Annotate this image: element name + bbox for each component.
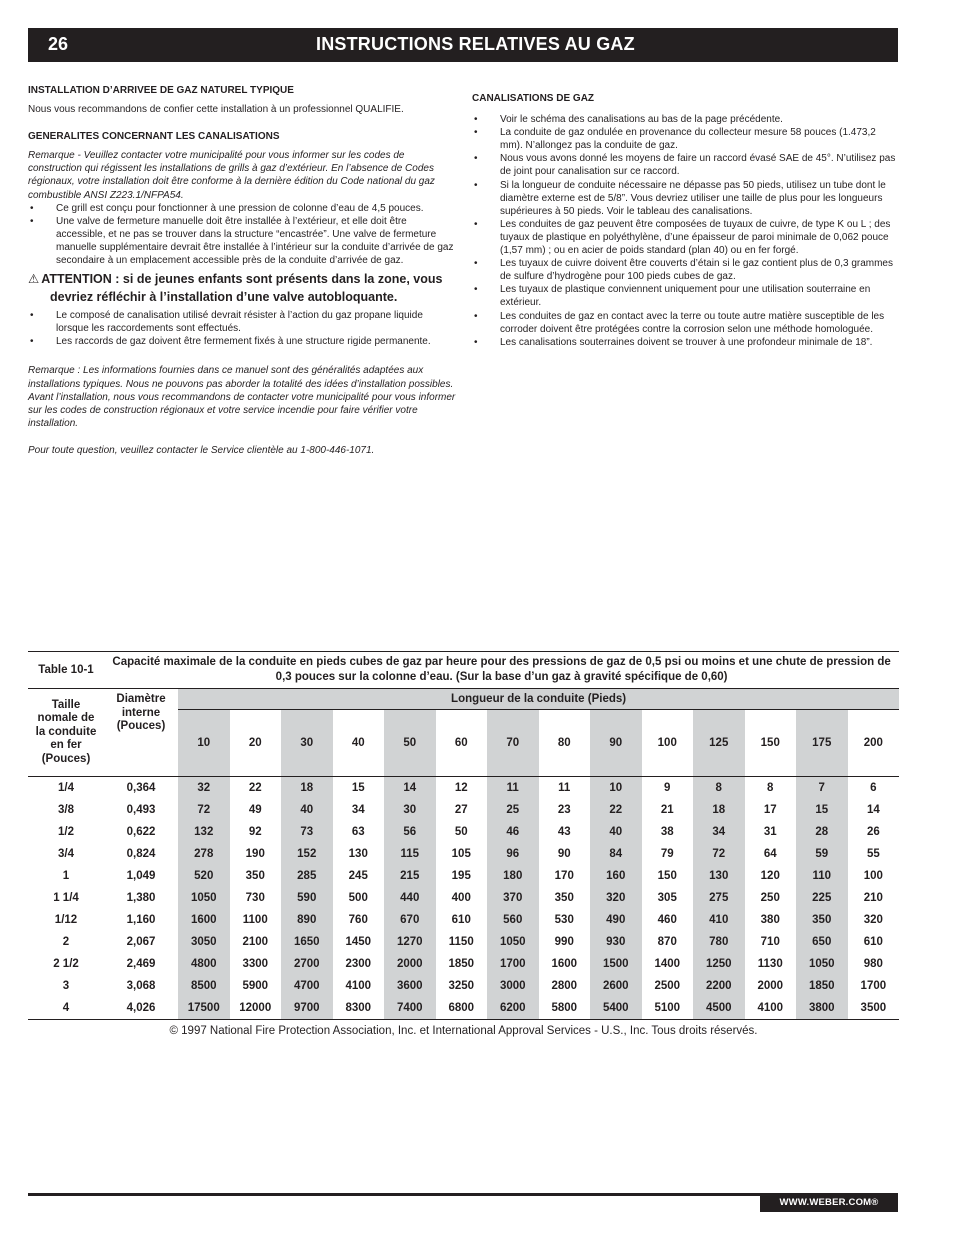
capacity-cell: 670 <box>384 909 436 931</box>
pipe-size-cell: 1 1/4 <box>53 892 79 904</box>
capacity-cell: 8300 <box>333 997 385 1020</box>
capacity-cell: 46 <box>487 821 539 843</box>
capacity-cell: 210 <box>863 892 883 904</box>
warning-bullets <box>28 309 456 348</box>
capacity-cell: 8 <box>693 777 745 800</box>
length-header-cell: 90 <box>590 710 642 777</box>
capacity-cell: 50 <box>454 826 468 838</box>
capacity-cell: 49 <box>248 804 262 816</box>
length-header-cell: 20 <box>230 710 282 777</box>
inner-diameter-cell: 2,067 <box>126 936 156 948</box>
list-item: • Les canalisations souterraines doivent se trouver à une profondeur minimale de 18”. <box>472 336 898 349</box>
capacity-cell: 2200 <box>693 975 745 997</box>
capacity-cell: 3300 <box>242 958 269 970</box>
capacity-cell: 2100 <box>242 936 269 948</box>
capacity-cell: 490 <box>590 909 642 931</box>
capacity-cell: 72 <box>693 843 745 865</box>
capacity-cell: 500 <box>348 892 368 904</box>
capacity-cell: 28 <box>796 821 848 843</box>
capacity-cell: 1450 <box>345 936 372 948</box>
capacity-cell: 2800 <box>551 980 578 992</box>
capacity-cell: 1850 <box>796 975 848 997</box>
table-row <box>28 799 899 821</box>
capacity-cell: 2300 <box>345 958 372 970</box>
capacity-cell: 190 <box>245 848 265 860</box>
length-header-cell: 10 <box>178 710 230 777</box>
capacity-cell: 25 <box>487 799 539 821</box>
list-item: • Les conduites de gaz peuvent être composées de tuyaux de cuivre, de type K ou L ; des tuyaux de plastique en polyéthylène, d’une épaisseur de paroi minimale de 0,062 pouce (1,57 mm) ; ou en acier de poids standard (plan 40) ou en fer forgé. <box>472 218 898 257</box>
capacity-cell: 4800 <box>178 953 230 975</box>
col-header-pipe-size: Taille nomale de la conduite en fer (Pouces) <box>28 689 104 777</box>
table-row <box>28 843 899 865</box>
capacity-cell: 6200 <box>487 997 539 1020</box>
pipe-size-cell: 2 1/2 <box>53 958 79 970</box>
capacity-cell: 63 <box>351 826 365 838</box>
capacity-cell: 1400 <box>654 958 681 970</box>
list-item: • Une valve de fermeture manuelle doit être installée à l’extérieur, et elle doit être accessible, et ne pas se trouver dans la structure “encastrée”. Une valve de fermeture manuelle supplémentaire devrait être installée à l’intérieur sur la conduite d’arrivée de gaz secondaire à un emplacement accessible près de la conduite d’arrivée de gaz. <box>28 215 456 267</box>
capacity-cell: 55 <box>866 848 880 860</box>
inner-diameter-cell: 1,160 <box>126 914 156 926</box>
col-header-pipe-length: Longueur de la conduite (Pieds) <box>178 689 899 710</box>
inner-diameter-cell: 4,026 <box>104 997 178 1020</box>
warning-text: ATTENTION : si de jeunes enfants sont présents dans la zone, vous <box>41 272 443 287</box>
capacity-cell: 132 <box>178 821 230 843</box>
capacity-cell: 27 <box>454 804 468 816</box>
pipe-capacity-table <box>28 651 899 1020</box>
capacity-cell: 43 <box>557 826 571 838</box>
footer-website-url: WWW.WEBER.COM® <box>760 1194 898 1212</box>
capacity-cell: 1270 <box>384 931 436 953</box>
inner-diameter-cell: 0,824 <box>126 848 156 860</box>
capacity-cell: 350 <box>245 870 265 882</box>
capacity-cell: 10 <box>590 777 642 800</box>
capacity-cell: 30 <box>384 799 436 821</box>
capacity-cell: 1850 <box>448 958 475 970</box>
capacity-cell: 3250 <box>448 980 475 992</box>
warning-icon: ⚠ <box>28 272 40 287</box>
table-row <box>28 821 899 843</box>
capacity-cell: 9700 <box>281 997 333 1020</box>
contact-note: Pour toute question, veuillez contacter le Service clientèle au 1-800-446-1071. <box>28 444 375 456</box>
pipe-size-cell: 4 <box>28 997 104 1020</box>
table-row <box>28 909 899 931</box>
capacity-cell: 870 <box>657 936 677 948</box>
list-item: • Ce grill est conçu pour fonctionner à une pression de colonne d’eau de 4,5 pouces. <box>28 202 456 215</box>
capacity-cell: 440 <box>384 887 436 909</box>
capacity-cell: 1700 <box>487 953 539 975</box>
capacity-cell: 21 <box>660 804 674 816</box>
list-item: • Les raccords de gaz doivent être fermement fixés à une structure rigide permanente. <box>28 335 456 348</box>
capacity-cell: 5800 <box>539 997 591 1020</box>
capacity-cell: 170 <box>554 870 574 882</box>
table-length-header-row <box>28 689 899 710</box>
capacity-cell: 14 <box>866 804 880 816</box>
heading-general-piping: GENERALITES CONCERNANT LES CANALISATIONS <box>28 131 280 143</box>
table-row <box>28 887 899 909</box>
capacity-cell: 1650 <box>281 931 333 953</box>
capacity-cell: 370 <box>487 887 539 909</box>
capacity-cell: 160 <box>590 865 642 887</box>
header-bar <box>28 28 898 62</box>
capacity-cell: 105 <box>451 848 471 860</box>
capacity-cell: 410 <box>693 909 745 931</box>
capacity-cell: 22 <box>590 799 642 821</box>
length-header-cell: 40 <box>333 710 385 777</box>
table-row <box>28 975 899 997</box>
inner-diameter-cell: 1,049 <box>126 870 156 882</box>
length-header-cell: 60 <box>436 710 488 777</box>
capacity-cell: 2000 <box>757 980 784 992</box>
capacity-cell: 14 <box>384 777 436 800</box>
capacity-cell: 26 <box>866 826 880 838</box>
pipe-size-cell: 1 <box>62 870 70 882</box>
capacity-cell: 400 <box>451 892 471 904</box>
capacity-cell: 8 <box>767 782 774 794</box>
capacity-cell: 380 <box>760 914 780 926</box>
length-header-cell: 125 <box>693 710 745 777</box>
inner-diameter-cell: 1,380 <box>126 892 156 904</box>
capacity-cell: 350 <box>796 909 848 931</box>
list-item: • La conduite de gaz ondulée en provenance du collecteur mesure 58 pouces (1.473,2 mm). N’allongez pas la conduite de gaz. <box>472 126 898 152</box>
capacity-cell: 278 <box>178 843 230 865</box>
capacity-cell: 1700 <box>860 980 887 992</box>
municipal-codes-note: Remarque - Veuillez contacter votre municipalité pour vous informer sur les codes de construction qui régissent les installations de grills à gaz d’extérieur. En l’absence de Codes régionaux, votre installation doit être conforme à la dernière édition du Code national du gaz combustible ANSI Z223.1/NFPA54. <box>28 150 435 201</box>
capacity-cell: 2600 <box>590 975 642 997</box>
capacity-cell: 17 <box>763 804 777 816</box>
capacity-cell: 320 <box>863 914 883 926</box>
heading-natural-gas-install: INSTALLATION D’ARRIVEE DE GAZ NATUREL TYPIQUE <box>28 85 294 96</box>
capacity-cell: 31 <box>763 826 777 838</box>
heading-gas-piping: CANALISATIONS DE GAZ <box>472 93 595 104</box>
capacity-cell: 1600 <box>551 958 578 970</box>
capacity-cell: 2700 <box>281 953 333 975</box>
capacity-cell: 92 <box>248 826 262 838</box>
length-header-cell: 50 <box>384 710 436 777</box>
general-bullets <box>28 202 456 267</box>
capacity-cell: 17500 <box>178 997 230 1020</box>
capacity-cell: 4500 <box>693 997 745 1020</box>
length-header-cell: 175 <box>796 710 848 777</box>
capacity-cell: 195 <box>451 870 471 882</box>
page-number: 26 <box>48 34 69 54</box>
capacity-cell: 225 <box>796 887 848 909</box>
pipe-size-cell: 1/12 <box>54 914 78 926</box>
capacity-cell: 72 <box>178 799 230 821</box>
length-header-cell: 30 <box>281 710 333 777</box>
right-column <box>472 92 898 349</box>
table-row <box>28 953 899 975</box>
capacity-cell: 4100 <box>745 997 797 1020</box>
capacity-cell: 760 <box>348 914 368 926</box>
capacity-cell: 6 <box>870 782 877 794</box>
capacity-cell: 930 <box>590 931 642 953</box>
list-item: • Nous vous avons donné les moyens de faire un raccord évasé SAE de 45°. N’utilisez pas de joint pour canalisation sur ce raccord. <box>472 152 898 178</box>
capacity-cell: 2500 <box>654 980 681 992</box>
capacity-cell: 2000 <box>384 953 436 975</box>
pipe-size-cell: 3 <box>62 980 70 992</box>
capacity-cell: 245 <box>348 870 368 882</box>
capacity-cell: 7400 <box>384 997 436 1020</box>
table-row <box>28 777 899 800</box>
length-header-cell: 200 <box>848 710 900 777</box>
list-item: • Les tuyaux de plastique conviennent uniquement pour une utilisation souterraine en extérieur. <box>472 283 898 309</box>
capacity-cell: 15 <box>796 799 848 821</box>
capacity-cell: 73 <box>281 821 333 843</box>
capacity-cell: 23 <box>557 804 571 816</box>
list-item: • Les tuyaux de cuivre doivent être couverts d’étain si le gaz contient plus de 0,3 grammes de sulfure d’hydrogène pour 100 pieds cubes de gaz. <box>472 257 898 283</box>
capacity-cell: 150 <box>657 870 677 882</box>
capacity-cell: 350 <box>554 892 574 904</box>
capacity-cell: 1150 <box>448 936 474 948</box>
capacity-cell: 79 <box>660 848 674 860</box>
table-label: Table 10-1 <box>28 652 104 689</box>
capacity-cell: 18 <box>281 777 333 800</box>
capacity-cell: 520 <box>178 865 230 887</box>
capacity-cell: 560 <box>487 909 539 931</box>
warning-text-continued: devriez réfléchir à l’installation d’une valve autobloquante. <box>50 290 398 305</box>
capacity-cell: 305 <box>657 892 677 904</box>
capacity-cell: 3600 <box>384 975 436 997</box>
capacity-cell: 40 <box>590 821 642 843</box>
capacity-cell: 96 <box>487 843 539 865</box>
capacity-cell: 9 <box>664 782 671 794</box>
capacity-cell: 84 <box>590 843 642 865</box>
capacity-cell: 650 <box>796 931 848 953</box>
capacity-cell: 130 <box>348 848 368 860</box>
length-header-cell: 150 <box>745 710 797 777</box>
inner-diameter-cell: 0,364 <box>126 782 156 794</box>
capacity-cell: 1250 <box>693 953 745 975</box>
capacity-cell: 530 <box>554 914 574 926</box>
capacity-cell: 18 <box>693 799 745 821</box>
capacity-cell: 990 <box>554 936 574 948</box>
capacity-cell: 610 <box>451 914 471 926</box>
capacity-cell: 1500 <box>590 953 642 975</box>
capacity-cell: 15 <box>351 782 365 794</box>
capacity-cell: 3800 <box>796 997 848 1020</box>
capacity-cell: 56 <box>384 821 436 843</box>
capacity-cell: 730 <box>245 892 265 904</box>
capacity-cell: 5400 <box>590 997 642 1020</box>
capacity-cell: 1050 <box>178 887 230 909</box>
capacity-cell: 285 <box>281 865 333 887</box>
recommendation-paragraph: Nous vous recommandons de confier cette installation à un professionnel QUALIFIE. <box>28 104 404 116</box>
table-title-row <box>28 652 899 689</box>
capacity-cell: 3050 <box>178 931 230 953</box>
capacity-cell: 215 <box>384 865 436 887</box>
capacity-cell: 1050 <box>487 931 539 953</box>
capacity-cell: 130 <box>693 865 745 887</box>
capacity-cell: 4700 <box>281 975 333 997</box>
capacity-cell: 110 <box>796 865 848 887</box>
capacity-cell: 1050 <box>796 953 848 975</box>
capacity-cell: 12 <box>454 782 468 794</box>
capacity-cell: 3000 <box>487 975 539 997</box>
capacity-cell: 460 <box>657 914 677 926</box>
capacity-cell: 180 <box>487 865 539 887</box>
capacity-cell: 115 <box>384 843 436 865</box>
capacity-cell: 90 <box>557 848 571 860</box>
capacity-cell: 34 <box>693 821 745 843</box>
capacity-cell: 780 <box>693 931 745 953</box>
capacity-cell: 34 <box>351 804 365 816</box>
inner-diameter-cell: 3,068 <box>126 980 156 992</box>
inner-diameter-cell: 0,622 <box>126 826 156 838</box>
capacity-cell: 710 <box>760 936 780 948</box>
page-title: INSTRUCTIONS RELATIVES AU GAZ <box>316 34 635 54</box>
capacity-cell: 12000 <box>230 997 282 1020</box>
table-row <box>28 931 899 953</box>
pipe-size-cell: 1/2 <box>58 826 74 838</box>
capacity-cell: 64 <box>763 848 777 860</box>
capacity-cell: 4100 <box>345 980 372 992</box>
table-body <box>28 777 899 1020</box>
table-caption: Capacité maximale de la conduite en pieds cubes de gaz par heure pour des pressions de gaz de 0,5 psi ou moins et une chute de pression de 0,3 pouces sur la colonne d’eau. (Sur la base d’un gaz à gravité spécifique de 0,60) <box>104 652 899 689</box>
capacity-cell: 120 <box>760 870 780 882</box>
capacity-cell: 275 <box>693 887 745 909</box>
pipe-size-cell: 3/4 <box>58 848 74 860</box>
inner-diameter-cell: 0,493 <box>126 804 156 816</box>
pipe-size-cell: 1/4 <box>58 782 74 794</box>
table-row <box>28 865 899 887</box>
capacity-cell: 59 <box>796 843 848 865</box>
capacity-cell: 5100 <box>642 997 694 1020</box>
general-info-note: Remarque : Les informations fournies dans ce manuel sont des généralités adaptées aux installations typiques. Nous ne pouvons pas aborder la totalité des idées d’installation possibles. Avant l’installation, nous vous recommandons de contacter votre municipalité pour vous informer sur les codes de construction régionaux et votre service incendie pour faire vérifier votre installation. <box>28 365 456 429</box>
capacity-cell: 8500 <box>178 975 230 997</box>
capacity-cell: 32 <box>178 777 230 800</box>
capacity-cell: 590 <box>281 887 333 909</box>
length-header-cell: 80 <box>539 710 591 777</box>
inner-diameter-cell: 2,469 <box>126 958 156 970</box>
capacity-cell: 980 <box>863 958 883 970</box>
capacity-cell: 890 <box>281 909 333 931</box>
capacity-cell: 38 <box>660 826 674 838</box>
capacity-cell: 3500 <box>848 997 900 1020</box>
list-item: • Les conduites de gaz en contact avec la terre ou toute autre matière susceptible de les corroder doivent être protégées contre la corrosion selon une méthode homologuée. <box>472 310 898 336</box>
capacity-cell: 22 <box>248 782 262 794</box>
copyright-notice: © 1997 National Fire Protection Association, Inc. et International Approval Services - U.S., Inc. Tous droits réservés. <box>169 1025 758 1037</box>
capacity-cell: 1600 <box>178 909 230 931</box>
left-column <box>28 84 456 457</box>
capacity-cell: 610 <box>863 936 883 948</box>
capacity-cell: 11 <box>558 782 571 794</box>
col-header-inner-diameter: Diamètre interne (Pouces) <box>104 689 178 777</box>
capacity-cell: 7 <box>796 777 848 800</box>
capacity-cell: 11 <box>487 777 539 800</box>
pipe-size-cell: 3/8 <box>58 804 74 816</box>
piping-bullets <box>472 113 898 349</box>
list-item: • Voir le schéma des canalisations au bas de la page précédente. <box>472 113 898 126</box>
length-header-cell: 70 <box>487 710 539 777</box>
capacity-cell: 5900 <box>242 980 269 992</box>
warning-heading <box>28 271 456 287</box>
capacity-cell: 152 <box>281 843 333 865</box>
length-header-cell: 100 <box>642 710 694 777</box>
table-row <box>28 997 899 1020</box>
capacity-cell: 250 <box>760 892 780 904</box>
pipe-size-cell: 2 <box>62 936 70 948</box>
capacity-cell: 1130 <box>757 958 783 970</box>
capacity-cell: 40 <box>281 799 333 821</box>
list-item: • Si la longueur de conduite nécessaire ne dépasse pas 50 pieds, utilisez un tube dont le diamètre externe est de 5/8”. Vous devriez utiliser une taille de plus pour les longueurs supérieures à 50 pieds. Voir le tableau des canalisations. <box>472 179 898 218</box>
capacity-cell: 6800 <box>436 997 488 1020</box>
capacity-cell: 320 <box>590 887 642 909</box>
capacity-cell: 1100 <box>242 914 268 926</box>
list-item: • Le composé de canalisation utilisé devrait résister à l’action du gaz propane liquide lorsque les raccordements sont effectués. <box>28 309 456 335</box>
capacity-cell: 100 <box>863 870 883 882</box>
